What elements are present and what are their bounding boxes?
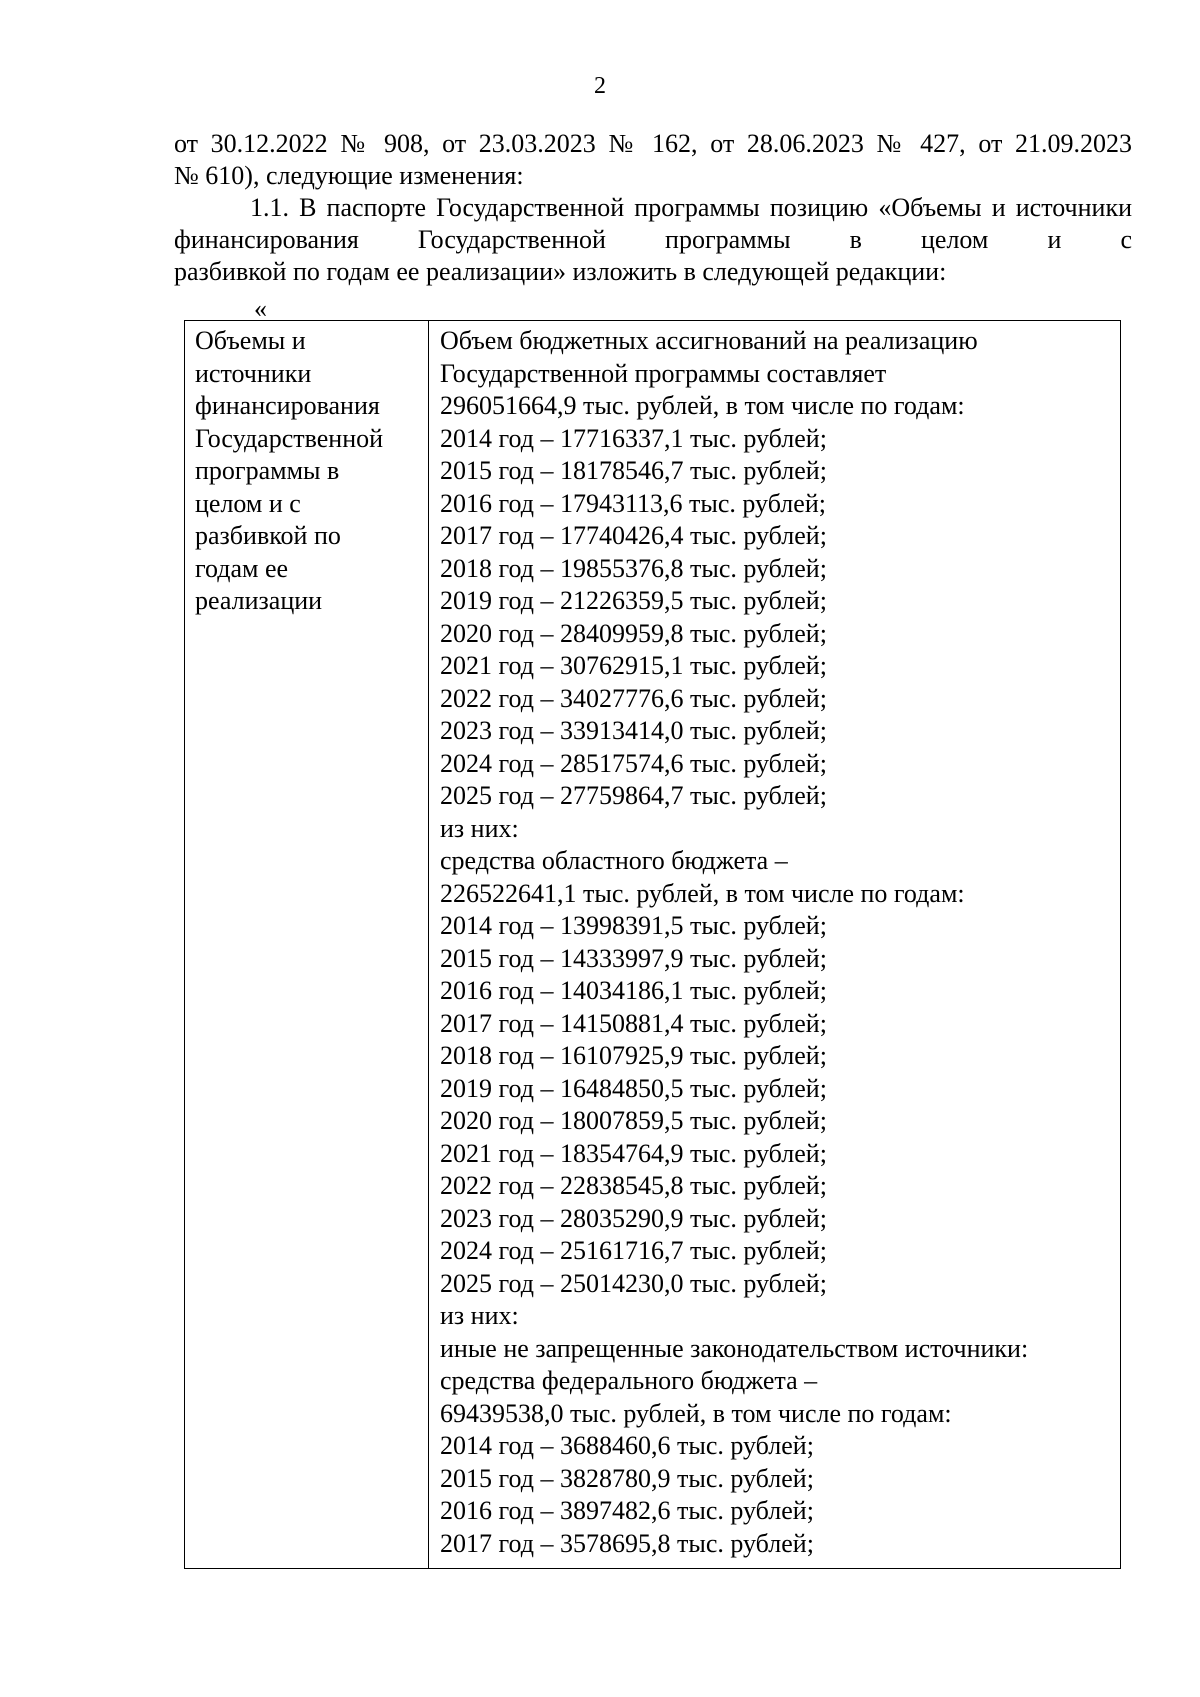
passport-table [184, 320, 1121, 1569]
table-right-line: 2023 год – 33913414,0 тыс. рублей; [440, 716, 827, 745]
table-left-line: разбивкой по [195, 521, 341, 550]
table-right-line: 2018 год – 16107925,9 тыс. рублей; [440, 1041, 827, 1070]
table-right-line: 69439538,0 тыс. рублей, в том числе по годам: [440, 1398, 952, 1428]
table-right-line: 2016 год – 14034186,1 тыс. рублей; [440, 976, 827, 1005]
table-right-line: 2014 год – 3688460,6 тыс. рублей; [440, 1431, 814, 1460]
table-right-line: 2022 год – 22838545,8 тыс. рублей; [440, 1171, 827, 1200]
table-right-line: 2018 год – 19855376,8 тыс. рублей; [440, 553, 827, 583]
table-right-line: 2019 год – 21226359,5 тыс. рублей; [440, 586, 827, 615]
intro-line-1: от 30.12.2022 № 908, от 23.03.2023 № 162, от 28.06.2023 № 427, от 21.09.2023 [174, 129, 1132, 158]
table-cell-position-name [195, 325, 425, 618]
table-right-line: 2021 год – 30762915,1 тыс. рублей; [440, 651, 827, 680]
opening-quote-mark: « [254, 294, 267, 323]
table-right-line: 2017 год – 3578695,8 тыс. рублей; [440, 1528, 814, 1558]
table-right-line: средства областного бюджета – [440, 846, 788, 875]
table-left-line: источники [195, 358, 312, 388]
table-right-line: 2020 год – 28409959,8 тыс. рублей; [440, 618, 827, 648]
table-right-line: из них: [440, 1301, 519, 1330]
table-right-line: 2025 год – 27759864,7 тыс. рублей; [440, 781, 827, 810]
table-right-line: 2017 год – 17740426,4 тыс. рублей; [440, 521, 827, 550]
table-right-line: 2024 год – 25161716,7 тыс. рублей; [440, 1236, 827, 1265]
table-left-line: Объемы и [195, 326, 306, 355]
table-right-line: 2021 год – 18354764,9 тыс. рублей; [440, 1138, 827, 1168]
table-right-line: Объем бюджетных ассигнований на реализацию [440, 326, 978, 355]
table-right-line: 2015 год – 18178546,7 тыс. рублей; [440, 456, 827, 485]
table-right-line: 2022 год – 34027776,6 тыс. рублей; [440, 683, 827, 713]
table-right-line: 2023 год – 28035290,9 тыс. рублей; [440, 1203, 827, 1233]
table-right-line: 2025 год – 25014230,0 тыс. рублей; [440, 1268, 827, 1298]
table-right-line: 2015 год – 3828780,9 тыс. рублей; [440, 1463, 814, 1493]
table-left-line: Государственной [195, 423, 384, 453]
table-right-line: 2016 год – 17943113,6 тыс. рублей; [440, 488, 826, 518]
table-right-line: 2019 год – 16484850,5 тыс. рублей; [440, 1073, 827, 1103]
paragraph-1-1: 1.1. В паспорте Государственной программы позицию «Объемы и источники финансирования Государственной программы в целом и с [174, 193, 1132, 254]
column-divider [428, 321, 429, 1568]
table-right-line: 2024 год – 28517574,6 тыс. рублей; [440, 748, 827, 778]
intro-line-2: № 610), следующие изменения: [174, 161, 524, 190]
paragraph-1-1-end: разбивкой по годам ее реализации» изложить в следующей редакции: [174, 257, 947, 286]
page-number: 2 [594, 73, 606, 99]
table-right-line: 226522641,1 тыс. рублей, в том числе по годам: [440, 878, 965, 908]
table-right-line: 2016 год – 3897482,6 тыс. рублей; [440, 1496, 814, 1525]
table-right-line: средства федерального бюджета – [440, 1366, 818, 1395]
table-left-line: реализации [195, 586, 323, 615]
table-right-line: иные не запрещенные законодательством источники: [440, 1333, 1029, 1363]
table-left-line: финансирования [195, 391, 380, 420]
table-left-line: целом и с [195, 488, 301, 518]
table-left-line: программы в [195, 456, 340, 485]
table-right-line: 2020 год – 18007859,5 тыс. рублей; [440, 1106, 827, 1135]
table-right-line: из них: [440, 813, 519, 843]
table-cell-financing-values [440, 325, 1115, 1560]
table-right-line: 2014 год – 17716337,1 тыс. рублей; [440, 423, 827, 453]
table-right-line: 2014 год – 13998391,5 тыс. рублей; [440, 911, 827, 940]
table-right-line: 2015 год – 14333997,9 тыс. рублей; [440, 943, 827, 973]
table-right-line: 2017 год – 14150881,4 тыс. рублей; [440, 1008, 827, 1038]
table-right-line: 296051664,9 тыс. рублей, в том числе по годам: [440, 391, 965, 420]
table-left-line: годам ее [195, 553, 289, 583]
table-right-line: Государственной программы составляет [440, 358, 887, 388]
